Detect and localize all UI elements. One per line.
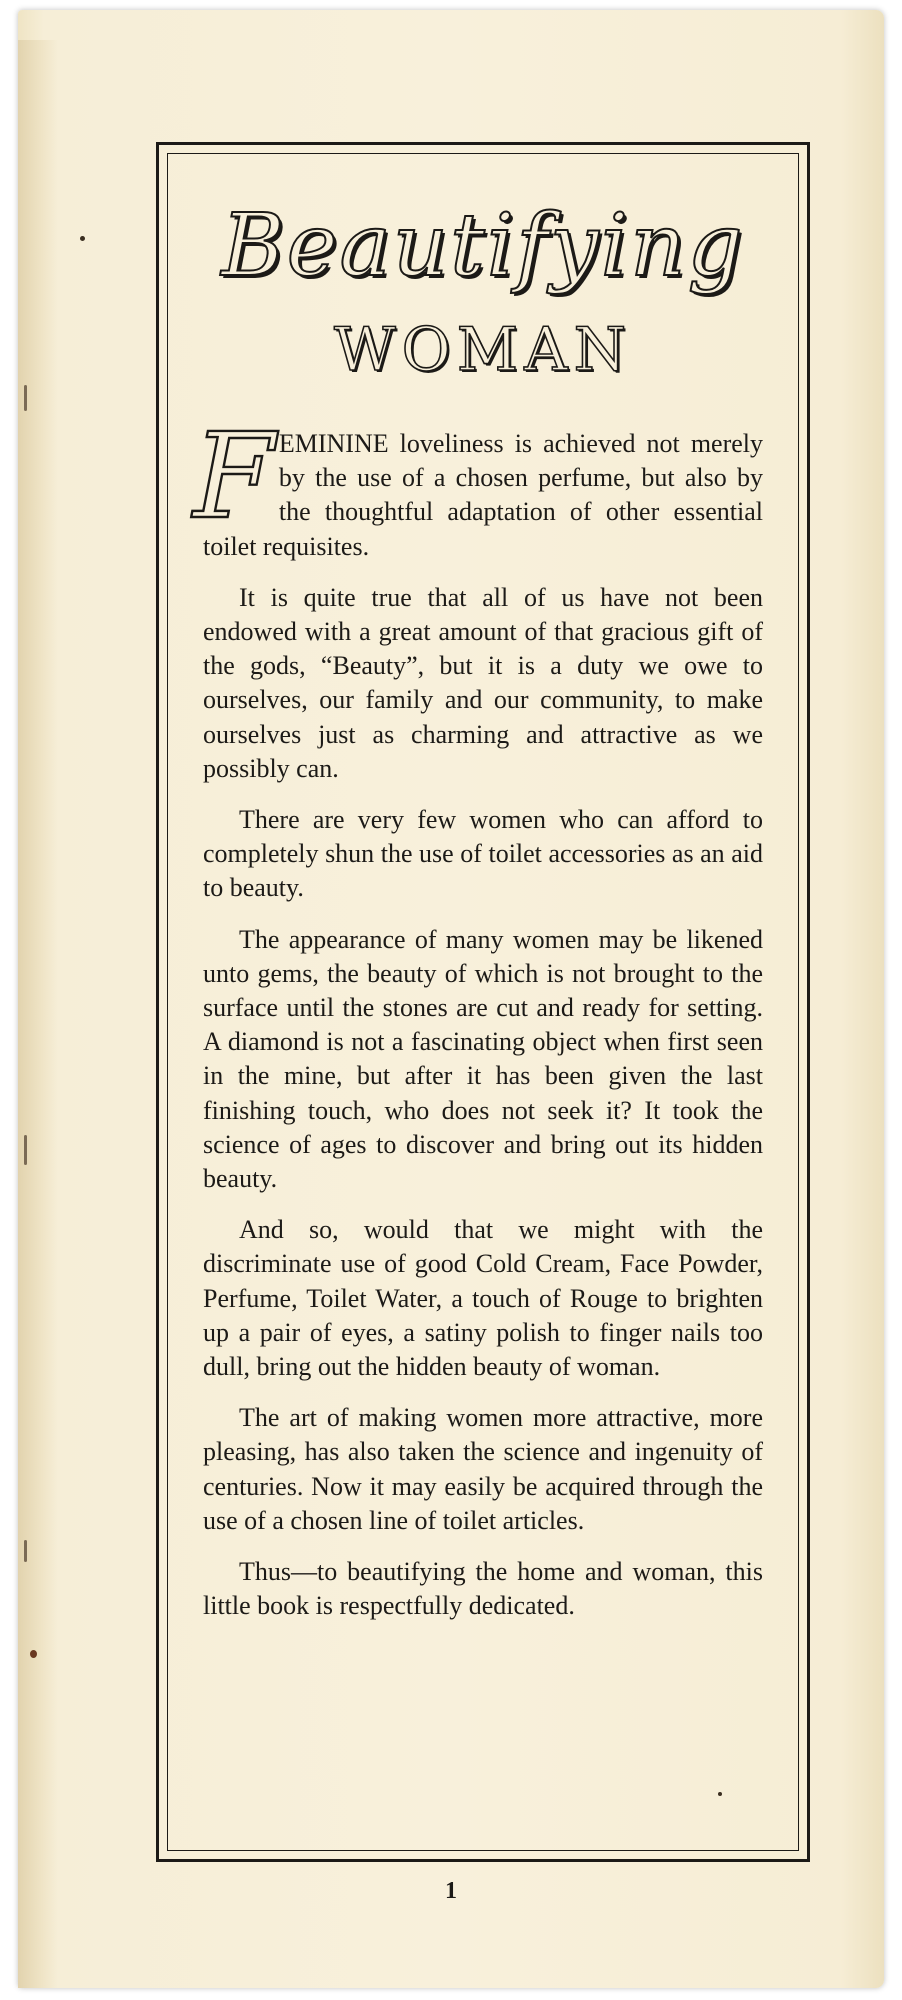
paragraph-2: It is quite true that all of us have not been endowed with a great amount of that gracious gift of the gods, “Beauty”, but it is a duty we owe to ourselves, our family and our community, to make ourselves just as charming and attractive as we possibly can. — [203, 582, 763, 783]
paragraph-3: There are very few women who can afford to completely shun the use of toilet accessories as an aid to beauty. — [203, 805, 763, 903]
paragraph-5: And so, would that we might with the discriminate use of good Cold Cream, Face Powder, Perfume, Toilet Water, a touch of Rouge to brighten up a pair of eyes, a satiny polish to finger nails too dull, bring out the hidden beauty of woman. — [203, 1215, 763, 1382]
paragraph-4: The appearance of many women may be likened unto gems, the beauty of which is not brought to the surface until the stones are cut and ready for setting. A diamond is not a fascinating object when first seen in the mine, but after it has been given the last finishing touch, who does not seek it? It took the science of ages to discover and bring out its hidden beauty. — [203, 924, 763, 1194]
title-woman: WOMAN — [333, 315, 633, 385]
title-beautifying: Beautifying — [221, 196, 745, 296]
paper-speck — [30, 1650, 37, 1658]
booklet-page — [18, 10, 884, 1988]
page-number: 1 — [445, 1878, 457, 1904]
paragraph-1-text: EMININE loveliness is achieved not merely by the use of a chosen perfume, but also by the thoughtful adaptation of other essential toilet requisites. — [203, 429, 763, 561]
paragraph-7: Thus—to beautifying the home and woman, this little book is respectfully dedicated. — [203, 1557, 763, 1621]
ornate-drop-cap: F — [193, 407, 275, 545]
body-text — [193, 407, 763, 1641]
binding-stitch — [24, 385, 27, 411]
booklet-spine — [18, 40, 58, 1988]
paragraph-6: The art of making women more attractive, more pleasing, has also taken the science and ingenuity of centuries. Now it may easily be acquired through the use of a chosen line of toilet articles. — [203, 1403, 763, 1535]
binding-stitch — [24, 1135, 27, 1165]
paper-speck — [80, 236, 85, 241]
page-border-frame — [156, 142, 810, 1862]
paragraph-1 — [193, 407, 763, 564]
binding-stitch — [24, 1540, 27, 1562]
